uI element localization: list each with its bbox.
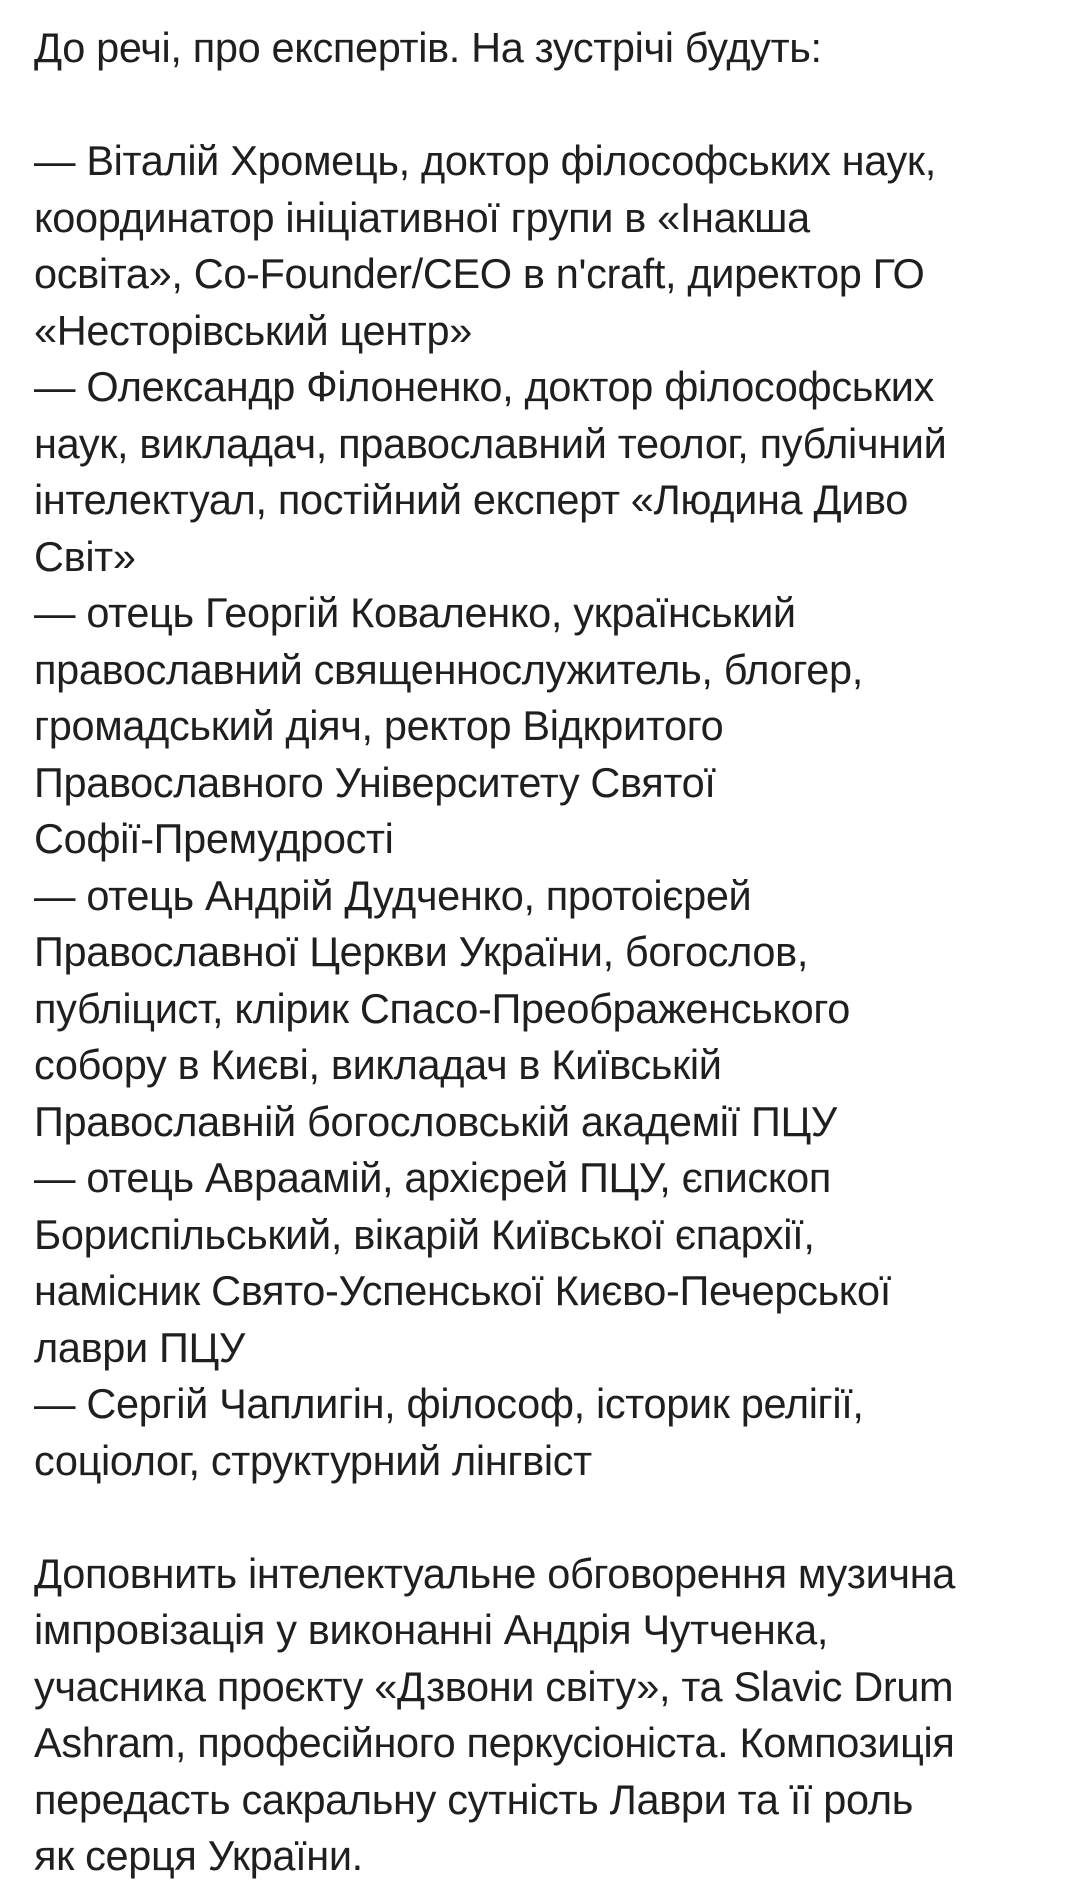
paragraph-spacer xyxy=(34,77,1064,134)
closing-line: імпровізація у виконанні Андрія Чутченка, xyxy=(34,1606,829,1653)
expert-entry-chaplyhin xyxy=(34,1376,1064,1489)
expert-line: — отець Георгій Коваленко, український xyxy=(34,589,796,636)
closing-line: Доповнить інтелектуальне обговорення музична xyxy=(34,1549,956,1597)
expert-line: собору в Києві, викладач в Київській xyxy=(34,1041,722,1088)
closing-line: як серця України. xyxy=(34,1832,363,1879)
expert-entry-filonenko xyxy=(34,359,1064,585)
expert-entry-kovalenko xyxy=(34,585,1064,868)
expert-line: — Олександр Філоненко, доктор філософських xyxy=(34,363,935,410)
expert-line: намісник Свято-Успенської Києво-Печерської xyxy=(34,1267,891,1314)
expert-line: інтелектуал, постійний експерт «Людина Диво xyxy=(34,476,908,523)
expert-line: православний священнослужитель, блогер, xyxy=(34,645,863,693)
expert-line: Світ» xyxy=(34,532,136,580)
expert-line: Бориспільський, вікарій Київської єпархії, xyxy=(34,1210,815,1258)
expert-line: громадський діяч, ректор Відкритого xyxy=(34,702,724,749)
intro-text: До речі, про експертів. На зустрічі будуть: xyxy=(34,24,822,71)
expert-line: — Віталій Хромець, доктор філософських наук, xyxy=(34,137,936,184)
expert-line: Православній богословській академії ПЦУ xyxy=(34,1097,837,1145)
expert-line: — отець Авраамій, архієрей ПЦУ, єпископ xyxy=(34,1154,831,1201)
expert-line: «Несторівський центр» xyxy=(34,306,472,354)
expert-entry-dudchenko xyxy=(34,868,1064,1151)
expert-line: освіта», Co-Founder/CEO в n'craft, директор ГО xyxy=(34,250,925,297)
expert-line: Православної Церкви України, богослов, xyxy=(34,928,809,975)
closing-line: передасть сакральну сутність Лаври та її роль xyxy=(34,1775,913,1823)
expert-entry-avraamii xyxy=(34,1150,1064,1376)
closing-line: Ashram, професійного перкусіоніста. Композиція xyxy=(34,1719,955,1766)
expert-line: лаври ПЦУ xyxy=(34,1323,245,1371)
expert-line: — Сергій Чаплигін, філософ, історик релігії, xyxy=(34,1380,864,1427)
expert-line: — отець Андрій Дудченко, протоієрей xyxy=(34,871,752,919)
expert-line: Православного Університету Святої xyxy=(34,758,716,806)
closing-paragraph xyxy=(34,1546,1064,1885)
message-body xyxy=(34,20,1064,1885)
expert-line: публіцист, клірик Спасо-Преображенського xyxy=(34,984,850,1032)
expert-line: Софії-Премудрості xyxy=(34,815,394,862)
paragraph-spacer xyxy=(34,1489,1064,1546)
expert-line: наук, викладач, православний теолог, публічний xyxy=(34,419,947,467)
expert-line: соціолог, структурний лінгвіст xyxy=(34,1436,592,1484)
expert-entry-khromets xyxy=(34,133,1064,359)
closing-line: учасника проєкту «Дзвони світу», та Slavic Drum xyxy=(34,1662,954,1710)
expert-line: координатор ініціативної групи в «Інакша xyxy=(34,193,810,241)
